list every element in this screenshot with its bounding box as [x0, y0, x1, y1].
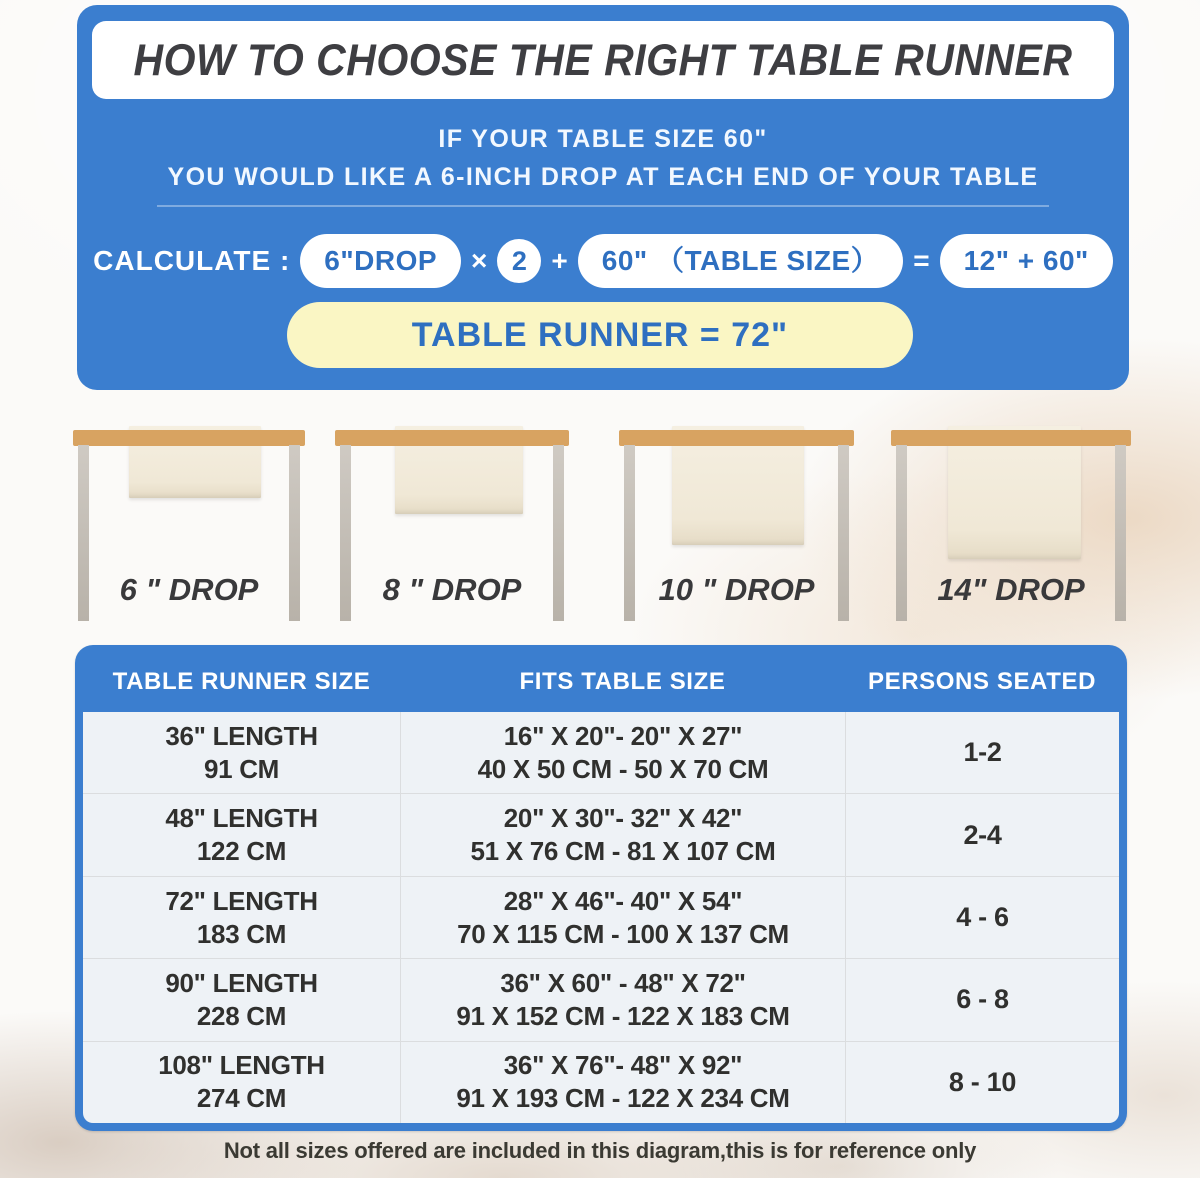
size-chart-body [83, 712, 1119, 1123]
table-row [83, 712, 1119, 793]
plus-operator: + [551, 245, 568, 276]
fits-inches: 36" X 76"- 48" X 92" [503, 1050, 743, 1081]
runner-size-cell [83, 1042, 400, 1123]
persons-seated-cell: 2-4 [845, 794, 1119, 875]
table-row [83, 793, 1119, 875]
fits-table-cell [400, 959, 845, 1040]
sum-pill: 12" + 60" [940, 234, 1113, 288]
title-bar [92, 21, 1114, 99]
drop-label: 14" DROP [937, 572, 1085, 607]
fits-inches: 20" X 30"- 32" X 42" [503, 803, 743, 834]
runner-length-cm: 274 CM [196, 1083, 287, 1114]
runner-length: 90" LENGTH [165, 967, 318, 998]
fits-table-cell [400, 712, 845, 793]
fits-table-cell [400, 1042, 845, 1123]
result-text: TABLE RUNNER = 72" [411, 315, 789, 354]
divider [157, 205, 1049, 207]
persons-seated-cell: 4 - 6 [845, 877, 1119, 958]
persons-seated-cell: 6 - 8 [845, 959, 1119, 1040]
runner-size-cell [83, 712, 400, 793]
tabletop-graphic [73, 430, 305, 446]
fits-cm: 70 X 115 CM - 100 X 137 CM [457, 918, 789, 949]
column-header-runner-size: TABLE RUNNER SIZE [112, 667, 371, 695]
hero-panel [77, 5, 1129, 390]
fits-cm: 51 X 76 CM - 81 X 107 CM [470, 836, 776, 867]
size-chart-card [75, 645, 1127, 1131]
equals-operator: = [913, 245, 930, 276]
runner-size-cell [83, 959, 400, 1040]
multiplier-badge: 2 [497, 239, 541, 283]
persons-seated-cell: 1-2 [845, 712, 1119, 793]
fits-inches: 28" X 46"- 40" X 54" [503, 885, 743, 916]
table-row [83, 958, 1119, 1040]
calculation-row [85, 233, 1121, 289]
table-row [83, 1041, 1119, 1123]
table-illustration-10-drop [619, 430, 854, 625]
table-illustration-6-drop [73, 430, 305, 625]
hero-subtitle-line-2: YOU WOULD LIKE A 6-INCH DROP AT EACH END OF YOUR TABLE [167, 163, 1039, 191]
column-header-persons: PERSONS SEATED [868, 667, 1096, 695]
hero-subtitle-line-1: IF YOUR TABLE SIZE 60" [438, 125, 768, 153]
table-size-pill: 60" （TABLE SIZE） [578, 234, 903, 288]
runner-size-cell [83, 877, 400, 958]
tabletop-graphic [619, 430, 854, 446]
runner-length: 48" LENGTH [165, 803, 318, 834]
footnote: Not all sizes offered are included in this diagram,this is for reference only [223, 1138, 977, 1163]
drop-label: 6 " DROP [119, 572, 259, 607]
runner-length-cm: 183 CM [196, 918, 287, 949]
fits-inches: 16" X 20"- 20" X 27" [503, 720, 743, 751]
fits-table-cell [400, 877, 845, 958]
fits-inches: 36" X 60" - 48" X 72" [500, 967, 746, 998]
runner-length: 108" LENGTH [158, 1050, 325, 1081]
fits-cm: 40 X 50 CM - 50 X 70 CM [477, 753, 769, 784]
drop-label: 10 " DROP [658, 572, 815, 607]
table-row [83, 876, 1119, 958]
runner-length: 36" LENGTH [165, 720, 318, 751]
runner-size-cell [83, 794, 400, 875]
runner-length-cm: 122 CM [196, 836, 287, 867]
table-illustration-8-drop [335, 430, 569, 625]
multiply-operator: × [471, 245, 488, 276]
table-illustration-14-drop [891, 430, 1131, 625]
calculate-label: CALCULATE : [93, 245, 291, 276]
tabletop-graphic [335, 430, 569, 446]
runner-length-cm: 228 CM [196, 1000, 287, 1031]
page-title: HOW TO CHOOSE THE RIGHT TABLE RUNNER [133, 34, 1073, 85]
persons-seated-cell: 8 - 10 [845, 1042, 1119, 1123]
table-runner-result-pill [287, 302, 913, 368]
drop-value-pill: 6"DROP [300, 234, 461, 288]
runner-length: 72" LENGTH [165, 885, 318, 916]
size-chart-header [83, 645, 1119, 712]
tabletop-graphic [891, 430, 1131, 446]
runner-length-cm: 91 CM [203, 753, 280, 784]
fits-cm: 91 X 152 CM - 122 X 183 CM [456, 1000, 790, 1031]
fits-cm: 91 X 193 CM - 122 X 234 CM [456, 1083, 790, 1114]
drop-label: 8 " DROP [382, 572, 522, 607]
fits-table-cell [400, 794, 845, 875]
column-header-fits-table: FITS TABLE SIZE [519, 667, 726, 695]
